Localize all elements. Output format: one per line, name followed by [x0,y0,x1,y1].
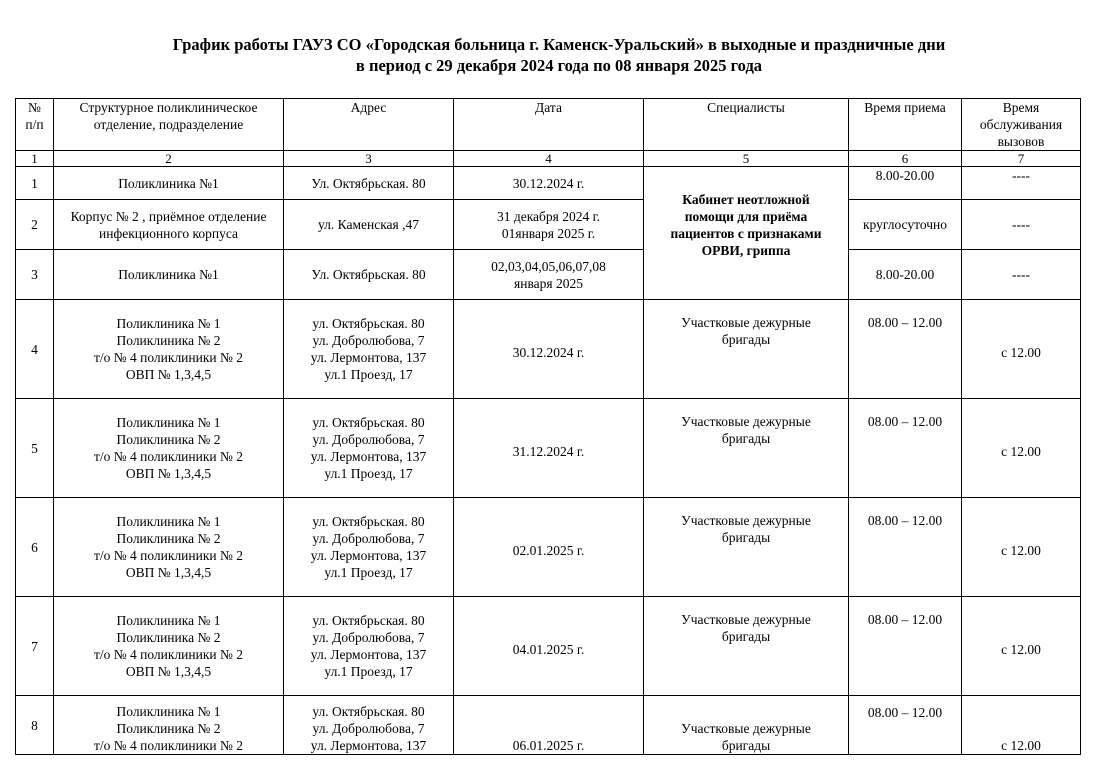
header-cell-unit: Структурное поликлиническое отделение, подразделение [54,99,284,151]
address-cell-line: ул. Лермонтова, 137 [310,548,427,563]
column-number: 3 [284,151,454,167]
call-time-cell: с 12.00 [962,696,1081,755]
address-cell-line: ул. Добролюбова, 7 [312,721,425,736]
address-cell-line: ул.1 Проезд, 17 [324,565,413,580]
unit-cell-line: Поликлиника № 1 [116,514,221,529]
header-cell-call-time: Время обслуживания вызовов [962,99,1081,151]
unit-cell [54,498,284,597]
specialist-cell: Участковые дежурные бригады [644,696,849,755]
address-cell-line: ул.1 Проезд, 17 [324,367,413,382]
row-number: 1 [16,167,54,200]
specialist-cell: Участковые дежурные бригады [644,300,849,399]
schedule-table [15,98,1081,755]
unit-cell [54,399,284,498]
address-cell-line: ул. Октябрьская. 80 [312,514,425,529]
table-row [16,200,1081,250]
date-cell: 06.01.2025 г. [454,696,644,755]
table-row [16,167,1081,200]
specialist-cell: Участковые дежурные бригады [644,399,849,498]
unit-cell: Поликлиника №1 [54,250,284,300]
call-time-cell: с 12.00 [962,498,1081,597]
date-cell: 04.01.2025 г. [454,597,644,696]
address-cell-line: ул.1 Проезд, 17 [324,466,413,481]
address-cell: ул. Каменская ,47 [284,200,454,250]
title-line-2: в период с 29 декабря 2024 года по 08 января 2025 года [355,56,763,75]
unit-cell-line: Поликлиника № 1 [116,415,221,430]
table-row [16,399,1081,498]
unit-cell-line: Поликлиника № 2 [116,432,221,447]
unit-cell-line: Поликлиника № 2 [116,630,221,645]
table-row [16,498,1081,597]
header-cell-address: Адрес [284,99,454,151]
address-cell [284,696,454,755]
column-number: 4 [454,151,644,167]
address-cell-line: ул. Лермонтова, 137 [310,350,427,365]
unit-cell-line: Поликлиника № 2 [116,531,221,546]
address-cell: Ул. Октябрьская. 80 [284,167,454,200]
call-time-cell: с 12.00 [962,597,1081,696]
row-number: 4 [16,300,54,399]
unit-cell-line: Поликлиника № 1 [116,316,221,331]
table-row [16,597,1081,696]
header-cell-reception-time: Время приема [849,99,962,151]
address-cell [284,597,454,696]
unit-cell-line: т/о № 4 поликлиники № 2 [93,449,244,464]
call-time-cell: ---- [962,250,1081,300]
address-cell-line: ул. Октябрьская. 80 [312,415,425,430]
date-cell: 02.01.2025 г. [454,498,644,597]
row-number: 7 [16,597,54,696]
address-cell [284,399,454,498]
unit-cell-line: ОВП № 1,3,4,5 [125,565,212,580]
row-number: 8 [16,696,54,755]
address-cell: Ул. Октябрьская. 80 [284,250,454,300]
address-cell-line: ул. Добролюбова, 7 [312,333,425,348]
unit-cell: Поликлиника №1 [54,167,284,200]
merged-specialist-cell: Кабинет неотложной помощи для приёма пациентов с признаками ОРВИ, гриппа [644,167,849,300]
date-cell: 31 декабря 2024 г. 01января 2025 г. [454,200,644,250]
unit-cell-line: Поликлиника № 2 [116,721,221,736]
reception-time-cell: 08.00 – 12.00 [849,498,962,597]
address-cell [284,498,454,597]
unit-cell-line: т/о № 4 поликлиники № 2 [93,738,244,753]
address-cell-line: ул. Лермонтова, 137 [310,738,427,753]
title-line-1: График работы ГАУЗ СО «Городская больница г. Каменск-Уральский» в выходные и праздничные дни [172,35,946,54]
document-title [0,34,1118,76]
address-cell-line: ул. Лермонтова, 137 [310,647,427,662]
address-cell-line: ул. Добролюбова, 7 [312,531,425,546]
header-cell-num: № п/п [16,99,54,151]
table-row [16,300,1081,399]
date-cell: 02,03,04,05,06,07,08 января 2025 [454,250,644,300]
reception-time-cell: 8.00-20.00 [849,250,962,300]
date-cell: 30.12.2024 г. [454,300,644,399]
call-time-cell: с 12.00 [962,300,1081,399]
column-number-row [16,151,1081,167]
table-row [16,696,1081,755]
unit-cell-line: ОВП № 1,3,4,5 [125,664,212,679]
address-cell-line: ул. Октябрьская. 80 [312,316,425,331]
unit-cell-line: т/о № 4 поликлиники № 2 [93,548,244,563]
unit-cell-line: т/о № 4 поликлиники № 2 [93,647,244,662]
unit-cell-line: Поликлиника № 1 [116,613,221,628]
reception-time-cell: 08.00 – 12.00 [849,399,962,498]
row-number: 2 [16,200,54,250]
unit-cell [54,696,284,755]
row-number: 3 [16,250,54,300]
reception-time-cell: 08.00 – 12.00 [849,696,962,755]
unit-cell-line: ОВП № 1,3,4,5 [125,367,212,382]
specialist-cell: Участковые дежурные бригады [644,498,849,597]
address-cell-line: ул.1 Проезд, 17 [324,664,413,679]
address-cell [284,300,454,399]
reception-time-cell: круглосуточно [849,200,962,250]
unit-cell-line: ОВП № 1,3,4,5 [125,466,212,481]
unit-cell [54,597,284,696]
column-number: 6 [849,151,962,167]
call-time-cell: ---- [962,167,1081,200]
date-cell: 31.12.2024 г. [454,399,644,498]
unit-cell-line: т/о № 4 поликлиники № 2 [93,350,244,365]
column-number: 7 [962,151,1081,167]
header-cell-specialists: Специалисты [644,99,849,151]
address-cell-line: ул. Добролюбова, 7 [312,432,425,447]
header-row [16,99,1081,151]
reception-time-cell: 08.00 – 12.00 [849,300,962,399]
date-cell: 30.12.2024 г. [454,167,644,200]
table-row [16,250,1081,300]
unit-cell: Корпус № 2 , приёмное отделение инфекционного корпуса [54,200,284,250]
address-cell-line: ул. Добролюбова, 7 [312,630,425,645]
address-cell-line: ул. Лермонтова, 137 [310,449,427,464]
column-number: 1 [16,151,54,167]
specialist-cell: Участковые дежурные бригады [644,597,849,696]
unit-cell-line: Поликлиника № 1 [116,704,221,719]
row-number: 5 [16,399,54,498]
reception-time-cell: 08.00 – 12.00 [849,597,962,696]
column-number: 2 [54,151,284,167]
address-cell-line: ул. Октябрьская. 80 [312,704,425,719]
header-cell-date: Дата [454,99,644,151]
unit-cell-line: Поликлиника № 2 [116,333,221,348]
reception-time-cell: 8.00-20.00 [849,167,962,200]
unit-cell [54,300,284,399]
call-time-cell: с 12.00 [962,399,1081,498]
call-time-cell: ---- [962,200,1081,250]
address-cell-line: ул. Октябрьская. 80 [312,613,425,628]
row-number: 6 [16,498,54,597]
column-number: 5 [644,151,849,167]
